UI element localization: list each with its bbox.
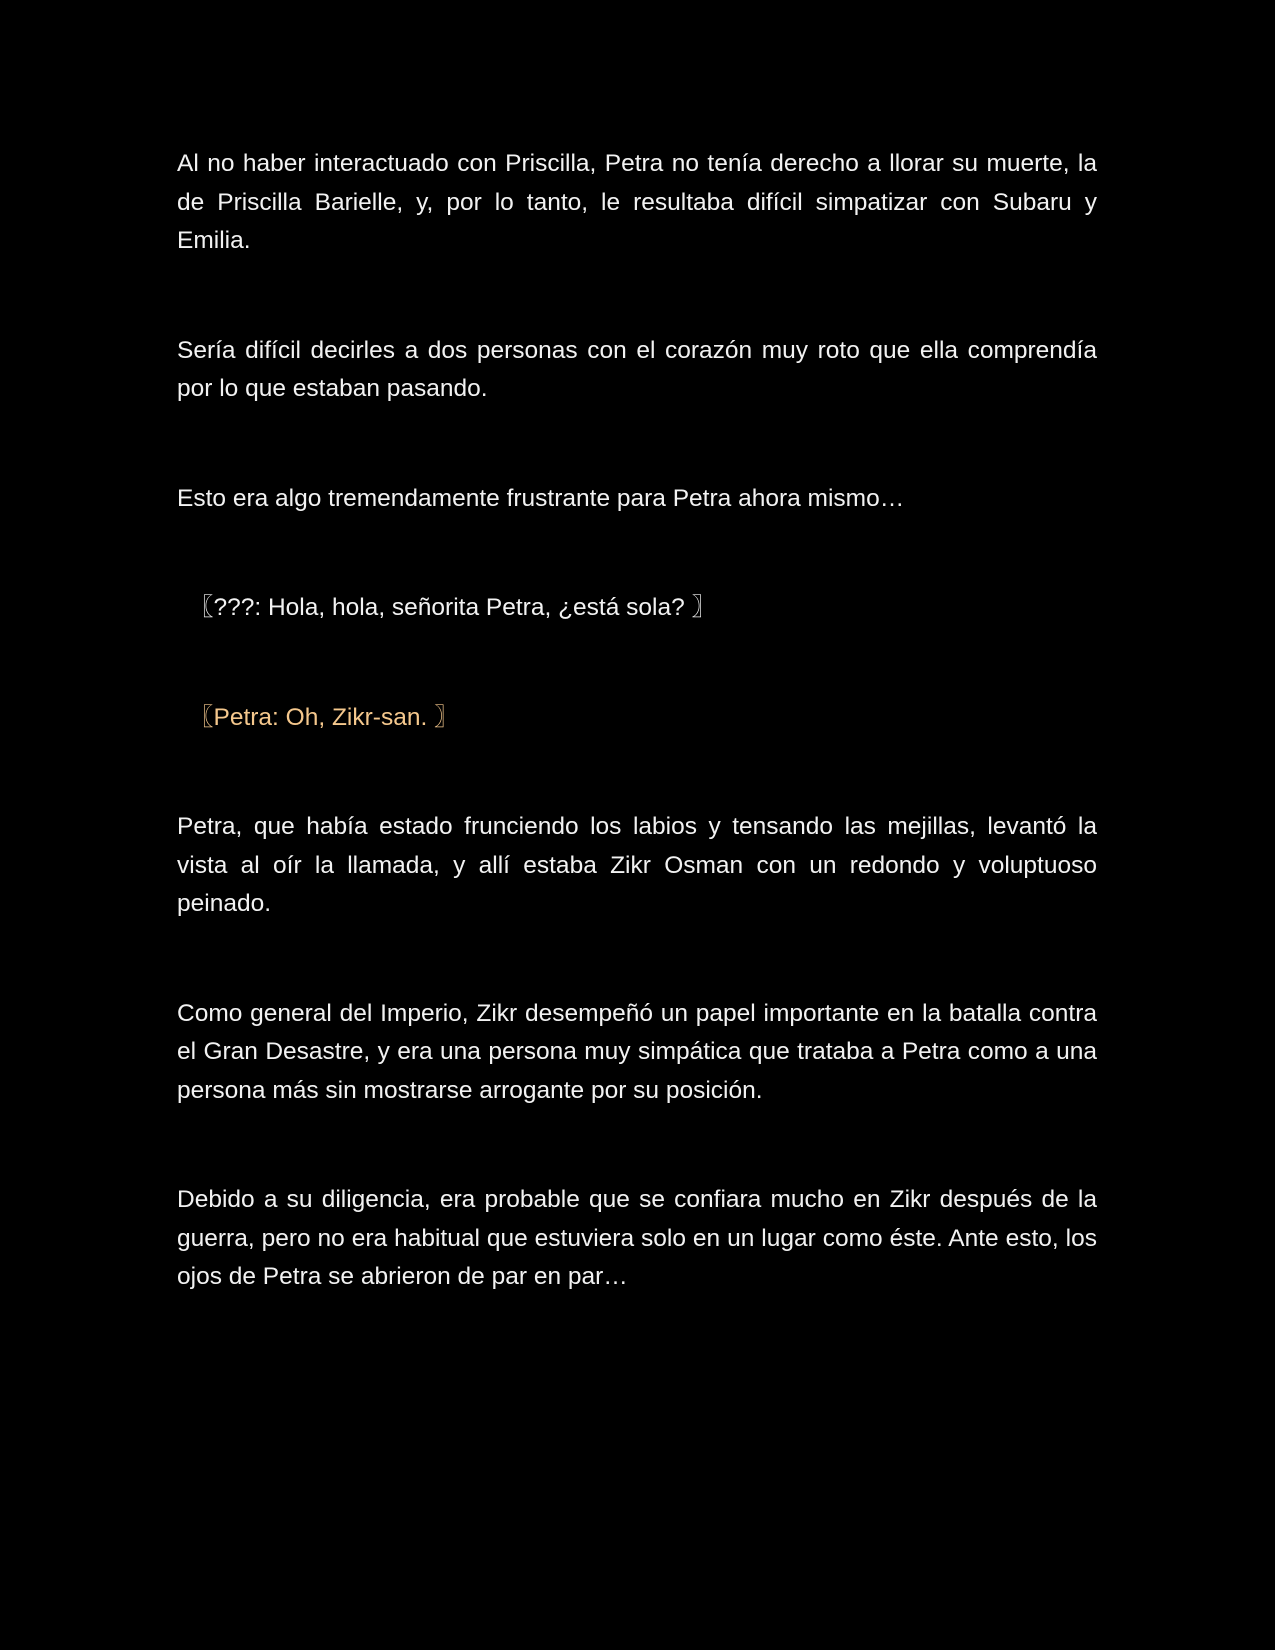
document-page [177,145,1097,1297]
dialogue-line-unknown: 〖???: Hola, hola, señorita Petra, ¿está sola? 〗 [189,594,717,621]
paragraph-gap [177,737,1097,808]
paragraph-4: Petra, que había estado frunciendo los labios y tensando las mejillas, levantó la vista al oír la llamada, y allí estaba Zikr Osman con un redondo y voluptuoso peinado. [177,813,1097,917]
paragraph-gap [177,261,1097,332]
paragraph-2: Sería difícil decirles a dos personas con el corazón muy roto que ella comprendía por lo que estaban pasando. [177,336,1097,402]
paragraph-gap [177,409,1097,480]
paragraph-gap [177,628,1097,699]
paragraph-gap [177,924,1097,995]
paragraph-3: Esto era algo tremendamente frustrante para Petra ahora mismo… [177,484,905,512]
paragraph-gap [177,518,1097,589]
paragraph-6: Debido a su diligencia, era probable que se confiara mucho en Zikr después de la guerra, pero no era habitual que estuviera solo en un lugar como éste. Ante esto, los ojos de Petra se abrieron de par en par… [177,1186,1097,1290]
paragraph-1: Al no haber interactuado con Priscilla, Petra no tenía derecho a llorar su muerte, la de Priscilla Barielle, y, por lo tanto, le resultaba difícil simpatizar con Subaru y Emilia. [177,150,1097,254]
paragraph-gap [177,1110,1097,1181]
dialogue-line-petra: 〖Petra: Oh, Zikr-san. 〗 [189,703,459,731]
paragraph-5: Como general del Imperio, Zikr desempeñó un papel importante en la batalla contra el Gran Desastre, y era una persona muy simpática que trataba a Petra como a una persona más sin mostrarse arrogante por su posición. [177,999,1097,1104]
